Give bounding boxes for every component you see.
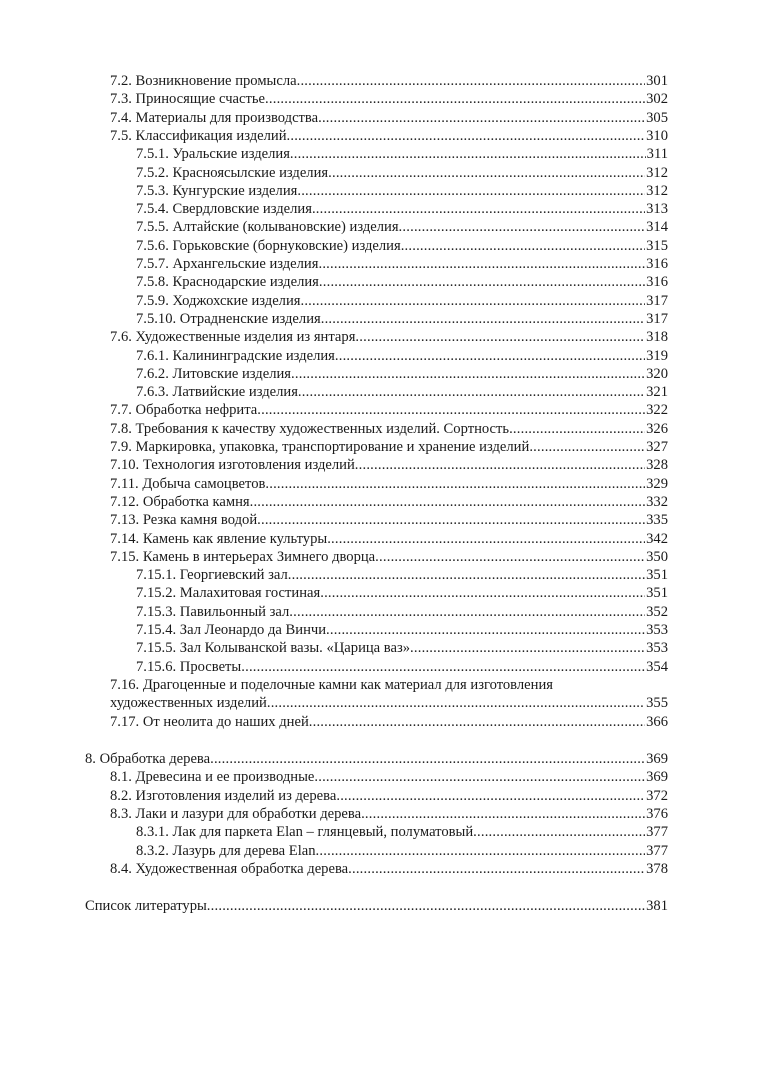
toc-entry-title	[136, 823, 473, 841]
toc-entry-line	[136, 292, 668, 310]
toc-page-number: 369	[646, 751, 668, 767]
toc-entry-title	[110, 860, 348, 878]
toc-entry-number: 8.4.	[110, 860, 132, 877]
toc-entry-title	[136, 566, 288, 584]
toc-leader-dots	[288, 566, 645, 584]
toc-page-number: 311	[646, 146, 668, 163]
toc-entry-title	[85, 750, 210, 768]
toc-entry-number: 7.15.5.	[136, 640, 177, 657]
toc-page-number: 314	[646, 219, 668, 236]
toc-entry-line	[136, 145, 668, 163]
toc-leader-dots	[250, 493, 646, 511]
toc-page-number: 318	[646, 329, 668, 346]
toc-entry-line	[110, 420, 668, 438]
toc-entry-title	[136, 639, 410, 657]
toc-entry-text: Изготовления изделий из дерева	[135, 787, 337, 804]
toc-entry-line	[110, 456, 668, 474]
toc-leader-dots	[318, 109, 645, 127]
toc-entry-text: Классификация изделий	[135, 127, 287, 144]
toc-entry-number: 8.1.	[110, 769, 132, 786]
toc-entry-number: 8.2.	[110, 787, 132, 804]
toc-entry[interactable]	[0, 292, 759, 310]
toc-entry-title	[110, 530, 327, 548]
toc-entry-title	[136, 182, 297, 200]
toc-entry[interactable]	[0, 255, 759, 273]
toc-entry-text: Георгиевский зал	[179, 567, 288, 584]
toc-leader-dots	[473, 823, 645, 841]
toc-leader-dots	[309, 713, 645, 731]
toc-page-number: 354	[646, 658, 668, 675]
toc-entry-text: Архангельские изделия	[172, 256, 319, 272]
toc-entry-number: 7.13.	[110, 512, 140, 529]
toc-entry[interactable]	[0, 768, 759, 786]
toc-entry-title	[136, 164, 328, 182]
toc-entry-line	[110, 90, 668, 108]
toc-page-number: 302	[646, 91, 668, 108]
toc-entry-text: Кунгурские изделия	[172, 182, 298, 199]
toc-leader-dots	[399, 218, 646, 236]
toc-entry-title	[136, 273, 319, 291]
toc-entry-text: Красноясылские изделия	[172, 164, 329, 181]
toc-entry-line	[110, 694, 668, 712]
toc-entry-title	[110, 511, 257, 529]
toc-entry-line	[110, 511, 668, 529]
toc-page-number: 332	[646, 493, 668, 510]
toc-leader-dots	[291, 365, 645, 383]
toc-entry-number: 7.15.	[110, 548, 140, 565]
toc-leader-dots	[355, 328, 645, 346]
toc-entry-text: Художественная обработка дерева	[135, 860, 349, 877]
toc-entry-title	[110, 127, 287, 145]
toc-page-number: 312	[646, 164, 668, 181]
toc-entry-line	[136, 621, 668, 639]
toc-entry-number: 7.5.3.	[136, 182, 169, 199]
toc-entry-number: 7.15.1.	[136, 567, 177, 584]
toc-page-number: 321	[646, 384, 668, 401]
toc-entry-line	[110, 860, 668, 878]
toc-page-number: 378	[646, 860, 668, 877]
toc-page-number: 316	[646, 256, 668, 272]
toc-leader-dots	[335, 347, 645, 365]
toc-entry-number: 7.5.7.	[136, 256, 169, 272]
toc-leader-dots	[316, 842, 646, 860]
toc-entry-number: 7.2.	[110, 73, 132, 89]
toc-entry-text: Лазурь для дерева Elan	[172, 842, 316, 859]
toc-entry-text: Алтайские (колывановские) изделия	[172, 219, 399, 236]
toc-entry-line	[110, 768, 668, 786]
toc-entry-number: 7.9.	[110, 439, 132, 455]
toc-entry-number: 7.6.1.	[136, 347, 169, 364]
toc-entry-title	[110, 787, 336, 805]
toc-entry-line	[136, 603, 668, 621]
toc-entry-text: Свердловские изделия	[172, 201, 312, 218]
toc-entry-text: Малахитовая гостиная	[179, 585, 321, 602]
toc-entry-line	[110, 493, 668, 511]
toc-entry-title	[110, 438, 529, 456]
toc-entry[interactable]	[0, 750, 759, 768]
toc-page-number: 317	[646, 292, 668, 309]
toc-entry-number: 7.5.6.	[136, 237, 169, 254]
toc-entry[interactable]	[0, 548, 759, 566]
toc-entry-line	[110, 548, 668, 566]
toc-entry-number: 7.6.3.	[136, 384, 169, 401]
toc-page-number: 326	[646, 420, 668, 437]
toc-entry-number: 7.15.6.	[136, 658, 177, 675]
toc-entry-number: 7.11.	[110, 475, 139, 492]
toc-entry[interactable]	[0, 328, 759, 346]
toc-entry-title	[110, 456, 355, 474]
toc-leader-dots	[210, 750, 645, 768]
toc-leader-dots	[290, 145, 646, 163]
toc-entry-number: 7.6.2.	[136, 365, 169, 382]
toc-entry[interactable]	[0, 273, 759, 291]
toc-entry-line	[136, 365, 668, 383]
toc-entry-number: 7.5.9.	[136, 292, 169, 309]
toc-entry-title	[110, 90, 265, 108]
toc-entry-line	[110, 787, 668, 805]
toc-page-number: 329	[646, 475, 668, 492]
toc-leader-dots	[312, 200, 645, 218]
toc-entry-line	[136, 658, 668, 676]
toc-leader-dots	[326, 621, 645, 639]
toc-entry-text: От неолита до наших дней	[142, 713, 309, 730]
toc-entry-title	[136, 218, 399, 236]
toc-entry-number: 7.5.	[110, 127, 132, 144]
toc-entry-text: Отрадненские изделия	[179, 310, 321, 327]
toc-entry-title	[136, 603, 289, 621]
toc-leader-dots	[289, 603, 645, 621]
toc-entry-line	[136, 639, 668, 657]
toc-page-number: 305	[646, 109, 668, 126]
toc-entry-line	[110, 805, 668, 823]
toc-entry[interactable]	[0, 694, 759, 712]
toc-entry-title	[136, 310, 321, 328]
toc-entry-line	[136, 273, 668, 291]
toc-leader-dots	[318, 255, 645, 273]
toc-entry-text: Добыча самоцветов	[142, 475, 266, 492]
toc-leader-dots	[314, 768, 645, 786]
toc-entry-line	[136, 383, 668, 401]
toc-entry[interactable]	[0, 438, 759, 456]
toc-entry-first-line[interactable]	[0, 676, 759, 694]
toc-entry-line	[136, 218, 668, 236]
toc-entry-line	[110, 127, 668, 145]
toc-leader-dots	[287, 127, 646, 145]
toc-entry-title	[110, 420, 509, 438]
toc-page-number: 335	[646, 512, 668, 529]
toc-page-number: 315	[646, 237, 668, 254]
toc-entry[interactable]	[0, 383, 759, 401]
toc-entry-line	[136, 182, 668, 200]
toc-entry-number: 8.	[85, 751, 96, 767]
toc-leader-dots	[410, 639, 645, 657]
toc-entry[interactable]	[0, 182, 759, 200]
toc-entry-title	[110, 713, 309, 731]
toc-entry-title	[110, 475, 265, 493]
toc-entry-title: Список литературы	[85, 898, 207, 915]
toc-entry-number: 8.3.2.	[136, 842, 169, 859]
toc-entry[interactable]	[0, 109, 759, 127]
toc-entry-line	[136, 200, 668, 218]
toc-entry-title	[136, 237, 401, 255]
toc-page-number: 310	[646, 127, 668, 144]
toc-page-number: 366	[646, 713, 668, 730]
toc-entry-title	[110, 805, 361, 823]
toc-entry[interactable]	[0, 72, 759, 90]
toc-entry-title	[136, 842, 316, 860]
toc-entry-line	[136, 823, 668, 841]
toc-entry-number: 7.17.	[110, 713, 140, 730]
toc-entry[interactable]	[0, 511, 759, 529]
toc-leader-dots	[361, 805, 645, 823]
toc-entry-line	[110, 713, 668, 731]
toc-entry-line	[136, 255, 668, 273]
toc-entry-text: Горьковские (борнуковские) изделия	[172, 237, 401, 254]
toc-leader-dots	[355, 456, 645, 474]
toc-entry-text: Лак для паркета Elan – глянцевый, полуматовый	[172, 824, 474, 841]
toc-entry-text: Материалы для производства	[135, 109, 319, 126]
toc-entry-text: Просветы	[179, 658, 242, 675]
toc-entry[interactable]	[0, 90, 759, 108]
toc-entry-number: 7.5.2.	[136, 164, 169, 181]
toc-entry-text: Камень как явление культуры	[142, 530, 328, 547]
toc-entry[interactable]	[0, 456, 759, 474]
toc-leader-dots	[320, 584, 645, 602]
toc-entry-title	[136, 383, 298, 401]
toc-entry-title	[110, 768, 314, 786]
toc-leader-dots	[265, 475, 645, 493]
toc-entry-title: художественных изделий	[110, 695, 267, 712]
toc-page-number: 317	[646, 310, 668, 327]
toc-entry[interactable]	[0, 566, 759, 584]
toc-entry-line	[110, 328, 668, 346]
toc-page-number: 352	[646, 603, 668, 620]
toc-entry-number: 7.12.	[110, 493, 140, 510]
toc-page-number: 301	[646, 73, 668, 89]
toc-entry-title	[136, 292, 300, 310]
toc-entry-line	[136, 237, 668, 255]
toc-page-number: 313	[646, 201, 668, 218]
toc-leader-dots	[321, 310, 645, 328]
toc-leader-dots	[298, 383, 645, 401]
toc-entry-line	[110, 475, 668, 493]
toc-entry-title	[110, 328, 355, 346]
toc-page-number: 355	[646, 695, 668, 712]
toc-entry[interactable]	[0, 347, 759, 365]
toc-entry[interactable]	[0, 897, 759, 915]
toc-entry-number: 7.15.2.	[136, 585, 177, 602]
toc-entry-title	[136, 365, 291, 383]
toc-entry[interactable]	[0, 621, 759, 639]
toc-entry[interactable]	[0, 603, 759, 621]
toc-entry[interactable]	[0, 658, 759, 676]
toc-leader-dots	[336, 787, 645, 805]
toc-entry[interactable]	[0, 237, 759, 255]
toc-entry-line	[136, 310, 668, 328]
toc-leader-dots	[267, 694, 645, 712]
toc-entry-line	[136, 164, 668, 182]
toc-page-number: 369	[646, 769, 668, 786]
toc-entry-line	[136, 347, 668, 365]
toc-page-number: 350	[646, 548, 668, 565]
toc-entry-number: 7.3.	[110, 91, 132, 108]
toc-entry-number: 7.15.4.	[136, 622, 177, 638]
toc-entry[interactable]	[0, 401, 759, 419]
toc-entry-text: Обработка камня	[142, 493, 250, 510]
toc-entry-line	[110, 109, 668, 127]
toc-entry-number: 7.5.5.	[136, 219, 169, 236]
toc-leader-dots	[297, 182, 645, 200]
toc-page-number: 327	[646, 439, 668, 455]
toc-entry-title	[110, 548, 375, 566]
toc-entry-text: Павильонный зал	[179, 603, 290, 620]
toc-entry-text: Зал Леонардо да Винчи	[179, 622, 327, 638]
toc-entry-text: Возникновение промысла	[135, 73, 297, 89]
toc-leader-dots	[529, 438, 645, 456]
toc-leader-dots	[509, 420, 645, 438]
toc-leader-dots	[348, 860, 645, 878]
toc-entry[interactable]	[0, 310, 759, 328]
toc-entry[interactable]	[0, 493, 759, 511]
toc-page-number: 351	[646, 585, 668, 602]
toc-leader-dots	[401, 237, 645, 255]
toc-page-number: 353	[646, 640, 668, 657]
toc-entry-title	[136, 255, 318, 273]
toc-entry[interactable]	[0, 713, 759, 731]
toc-entry-line	[85, 750, 668, 768]
toc-page-number: 377	[646, 842, 668, 859]
toc-page-number: 322	[646, 402, 668, 419]
toc-entry-number: 7.14.	[110, 530, 140, 547]
toc-entry-text: Камень в интерьерах Зимнего дворца	[142, 548, 376, 565]
toc-entry-line	[110, 401, 668, 419]
toc-entry-line	[136, 584, 668, 602]
toc-entry-text: Ходжохские изделия	[172, 292, 301, 309]
toc-entry-line	[110, 438, 668, 456]
toc-page-number: 320	[646, 365, 668, 382]
toc-leader-dots	[328, 164, 645, 182]
toc-entry-title	[136, 347, 335, 365]
toc-page-number: 372	[646, 787, 668, 804]
toc-page-number: 328	[646, 457, 668, 474]
toc-entry-text: Калининградские изделия	[172, 347, 335, 364]
toc-leader-dots	[327, 530, 645, 548]
toc-entry[interactable]	[0, 530, 759, 548]
toc-entry[interactable]	[0, 860, 759, 878]
toc-leader-dots	[265, 90, 645, 108]
toc-entry-number: 7.5.8.	[136, 274, 169, 291]
toc-page-number: 316	[646, 274, 668, 291]
toc-entry-number: 7.4.	[110, 109, 132, 126]
toc-entry[interactable]	[0, 365, 759, 383]
toc-entry-text: Резка камня водой	[142, 512, 258, 529]
toc-entry-text: Краснодарские изделия	[172, 274, 319, 291]
toc-entry-number: 7.5.4.	[136, 201, 169, 218]
toc-entry-text: Литовские изделия	[172, 365, 292, 382]
toc-entry-number: 7.5.1.	[136, 146, 169, 163]
toc-entry-number: 7.10.	[110, 457, 140, 474]
toc-entry[interactable]	[0, 842, 759, 860]
toc-entry-title	[110, 401, 257, 419]
toc-entry[interactable]	[0, 127, 759, 145]
toc-leader-dots	[207, 897, 645, 915]
toc-page-number: 381	[646, 898, 668, 915]
toc-entry[interactable]	[0, 164, 759, 182]
toc-entry-text: Требования к качеству художественных изделий. Сортность	[135, 420, 510, 437]
toc-page-number: 342	[646, 530, 668, 547]
toc-entry[interactable]	[0, 639, 759, 657]
toc-entry-number: 7.6.	[110, 329, 132, 346]
toc-entry-text: Уральские изделия	[172, 146, 290, 163]
toc-entry-line	[85, 897, 668, 915]
toc-entry[interactable]	[0, 584, 759, 602]
toc-entry-line	[136, 842, 668, 860]
toc-page-number: 353	[646, 622, 668, 638]
toc-entry-line	[110, 72, 668, 90]
toc-entry-title	[110, 109, 318, 127]
toc-entry[interactable]	[0, 200, 759, 218]
toc-entry-title	[136, 145, 290, 163]
toc-entry-text: Латвийские изделия	[172, 384, 298, 401]
toc-entry-text: Зал Колыванской вазы. «Царица ваз»	[179, 640, 411, 657]
toc-leader-dots	[257, 511, 645, 529]
toc-leader-dots	[297, 72, 646, 90]
toc-entry-title	[136, 658, 241, 676]
toc-entry-text: Художественные изделия из янтаря	[135, 329, 356, 346]
toc-entry-title	[136, 621, 326, 639]
toc-entry[interactable]	[0, 145, 759, 163]
toc-entry[interactable]	[0, 805, 759, 823]
toc-entry-number: 8.3.1.	[136, 824, 169, 841]
toc-entry-text: Лаки и лазури для обработки дерева	[135, 805, 362, 822]
toc-entry-line	[136, 566, 668, 584]
toc-entry-text: Маркировка, упаковка, транспортирование и хранение изделий	[135, 439, 530, 455]
toc-entry-number: 7.5.10.	[136, 310, 177, 327]
toc-page-number: 376	[646, 805, 668, 822]
toc-entry-title	[136, 200, 312, 218]
toc-page-number: 377	[646, 824, 668, 841]
toc-entry[interactable]	[0, 787, 759, 805]
toc-entry-number: 7.8.	[110, 420, 132, 437]
toc-leader-dots	[257, 401, 645, 419]
toc-entry-text: Древесина и ее производные	[135, 769, 315, 786]
toc-entry-title	[110, 493, 250, 511]
toc-page-number: 312	[646, 182, 668, 199]
toc-page-number: 319	[646, 347, 668, 364]
toc-entry-number: 8.3.	[110, 805, 132, 822]
toc-page-number: 351	[646, 567, 668, 584]
toc-entry-text: Обработка нефрита	[135, 402, 258, 419]
toc-entry-text: Приносящие счастье	[135, 91, 266, 108]
toc-entry-title	[110, 72, 297, 90]
toc-leader-dots	[300, 292, 645, 310]
toc-leader-dots	[241, 658, 645, 676]
toc-entry[interactable]	[0, 475, 759, 493]
toc-entry-text: Обработка дерева	[99, 751, 211, 767]
toc-entry-text: Технология изготовления изделий	[142, 457, 355, 474]
toc-entry[interactable]	[0, 218, 759, 236]
toc-entry-text: 7.16. Драгоценные и поделочные камни как материал для изготовления	[110, 676, 553, 693]
toc-entry[interactable]	[0, 823, 759, 841]
toc-entry[interactable]	[0, 420, 759, 438]
toc-entry-title	[136, 584, 320, 602]
toc-leader-dots	[319, 273, 645, 291]
toc-entry-number: 7.15.3.	[136, 603, 177, 620]
toc-entry-line	[110, 530, 668, 548]
toc-entry-number: 7.7.	[110, 402, 132, 419]
toc-leader-dots	[375, 548, 645, 566]
